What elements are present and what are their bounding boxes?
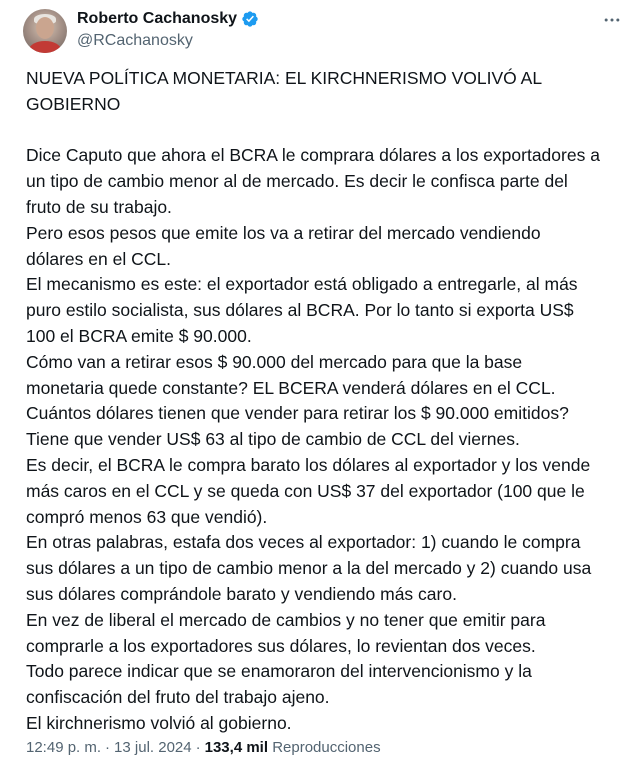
tweet-body-line: puro estilo socialista, sus dólares al BCRA. Por lo tanto si exporta US$ xyxy=(26,300,574,321)
tweet-title-line: NUEVA POLÍTICA MONETARIA: EL KIRCHNERISMO VOLIVÓ AL xyxy=(26,68,543,88)
tweet-body-line: fruto de su trabajo. xyxy=(26,196,172,217)
tweet-body-line: compró menos 63 que vendió). xyxy=(26,506,268,527)
tweet-body-line: Pero esos pesos que emite los va a retirar del mercado vendiendo xyxy=(26,222,541,243)
paragraph-gap xyxy=(26,118,630,144)
tweet-body-line: Todo parece indicar que se enamoraron del intervencionismo y la xyxy=(26,661,532,682)
more-horizontal-icon xyxy=(602,10,622,30)
views-count: 133,4 mil xyxy=(204,739,269,756)
avatar-shirt xyxy=(29,41,61,53)
tweet-body-line: comprarle a los exportadores sus dólares, lo revientan dos veces. xyxy=(26,635,536,656)
meta-separator: · xyxy=(105,739,111,756)
tweet-time[interactable]: 12:49 p. m. xyxy=(26,739,102,756)
tweet-body-line: más caros en el CCL y se queda con US$ 37 del exportador (100 que le xyxy=(26,480,585,501)
views-label: Reproducciones xyxy=(272,739,381,756)
tweet-body-line: El mecanismo es este: el exportador está obligado a entregarle, al más xyxy=(26,274,578,295)
author-avatar[interactable] xyxy=(23,9,67,53)
meta-separator: · xyxy=(195,739,201,756)
tweet-body-line: sus dólares a un tipo de cambio menor a la del mercado y 2) cuando usa xyxy=(26,558,592,579)
tweet-body-line: Cómo van a retirar esos $ 90.000 del mercado para que la base xyxy=(26,351,523,372)
author-name-row xyxy=(77,8,259,30)
tweet-body-line: monetaria quede constante? EL BCERA venderá dólares en el CCL. xyxy=(26,377,556,398)
tweet-title-line: GOBIERNO xyxy=(26,93,121,114)
tweet-body-line: Dice Caputo que ahora el BCRA le comprara dólares a los exportadores a xyxy=(26,145,600,166)
tweet-body-line: Es decir, el BCRA le compra barato los dólares al exportador y los vende xyxy=(26,454,591,475)
tweet-text xyxy=(26,66,630,737)
author-handle[interactable]: @RCachanosky xyxy=(77,32,193,49)
more-options-button[interactable] xyxy=(598,10,626,30)
tweet-meta xyxy=(26,739,381,756)
tweet-body-line: dólares en el CCL. xyxy=(26,248,171,269)
tweet-body-line: 100 el BCRA emite $ 90.000. xyxy=(26,325,252,346)
tweet-body-line: Tiene que vender US$ 63 al tipo de cambio de CCL del viernes. xyxy=(26,429,520,450)
tweet-body-line: Cuántos dólares tienen que vender para retirar los $ 90.000 emitidos? xyxy=(26,403,569,424)
tweet-date[interactable]: 13 jul. 2024 xyxy=(114,739,192,756)
tweet-body-line: un tipo de cambio menor al de mercado. Es decir le confisca parte del xyxy=(26,171,568,192)
verified-badge-icon[interactable] xyxy=(241,10,259,28)
tweet-body-line: En otras palabras, estafa dos veces al exportador: 1) cuando le compra xyxy=(26,532,581,553)
tweet-body-line: sus dólares comprándole barato y vendiendo más caro. xyxy=(26,583,457,604)
tweet-body-line: confiscación del fruto del trabajo ajeno. xyxy=(26,687,330,708)
tweet-body-line: El kirchnerismo volvió al gobierno. xyxy=(26,712,292,733)
author-display-name[interactable]: Roberto Cachanosky xyxy=(77,10,238,27)
tweet-body-line: En vez de liberal el mercado de cambios y no tener que emitir para xyxy=(26,609,546,630)
author-block xyxy=(77,8,259,50)
avatar-face xyxy=(36,17,54,39)
